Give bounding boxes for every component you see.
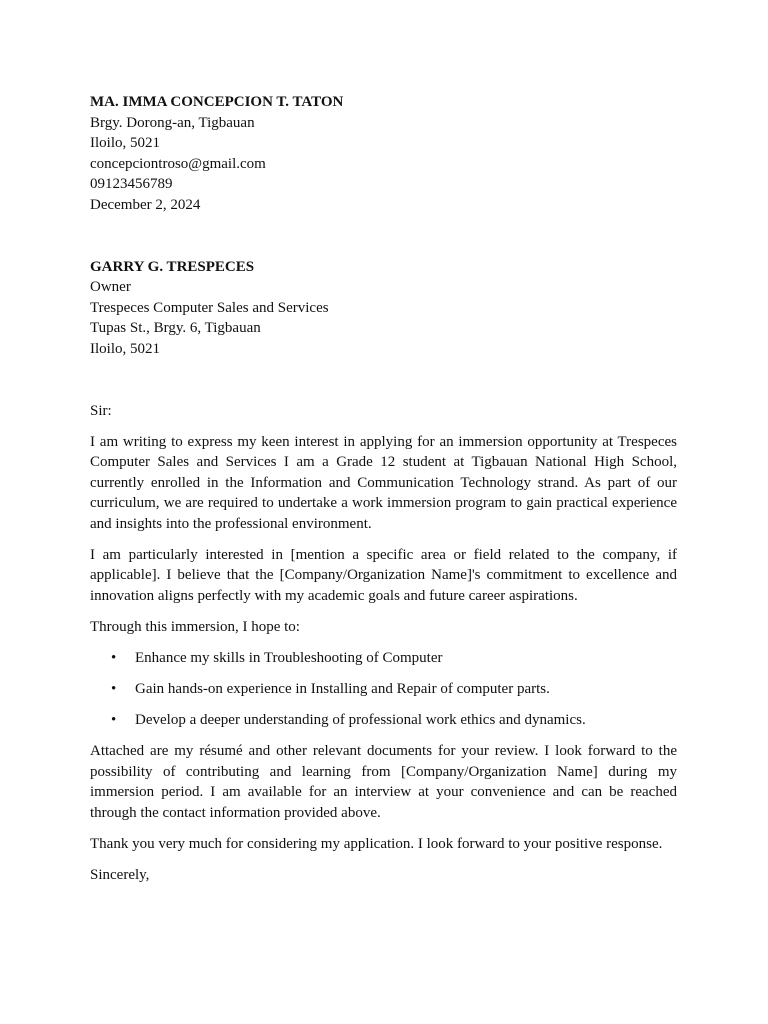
recipient-address-line2: Iloilo, 5021 — [90, 340, 160, 357]
list-item — [111, 679, 677, 700]
bullet-icon: • — [111, 712, 117, 728]
list-item-text: Enhance my skills in Troubleshooting of Computer — [135, 650, 443, 667]
letter-page — [90, 92, 677, 896]
sender-name: MA. IMMA CONCEPCION T. TATON — [90, 94, 344, 110]
recipient-address-line1: Tupas St., Brgy. 6, Tigbauan — [90, 320, 261, 337]
sender-email: concepciontroso@gmail.com — [90, 155, 266, 172]
bullet-icon: • — [111, 650, 117, 667]
sender-phone: 09123456789 — [90, 176, 173, 193]
closing-paragraph: Attached are my résumé and other relevant documents for your review. I look forward to the possibility of contributing and learning from [Company/Organization Name] during my immersion period. I am available for an interview at your convenience and can be reached through the contact information provided above. — [90, 742, 677, 821]
sender-block — [90, 92, 677, 216]
body-paragraph: Through this immersion, I hope to: — [90, 619, 300, 636]
letter-date: December 2, 2024 — [90, 196, 201, 213]
salutation: Sir: — [90, 402, 112, 419]
recipient-block — [90, 257, 677, 360]
list-item-text: Gain hands-on experience in Installing and Repair of computer parts. — [135, 681, 550, 698]
hopes-list — [90, 648, 677, 731]
list-item — [111, 710, 677, 731]
bullet-icon: • — [111, 681, 117, 698]
sender-address-line1: Brgy. Dorong-an, Tigbauan — [90, 114, 255, 131]
recipient-company: Trespeces Computer Sales and Services — [90, 299, 329, 316]
recipient-name: GARRY G. TRESPECES — [90, 258, 255, 275]
recipient-title: Owner — [90, 279, 131, 296]
signoff: Sincerely, — [90, 866, 150, 883]
list-item — [111, 648, 677, 669]
body-paragraph: I am writing to express my keen interest in applying for an immersion opportunity at Trespeces Computer Sales and Services I am a Grade 12 student at Tigbauan National High School, currently enrolled in the Information and Communication Technology strand. As part of our curriculum, we are required to undertake a work immersion program to gain practical experience and insights into the professional environment. — [90, 433, 677, 532]
body-paragraph: I am particularly interested in [mention a specific area or field related to the company, if applicable]. I believe that the [Company/Organization Name]'s commitment to excellence and innovation aligns perfectly with my academic goals and future career aspirations. — [90, 546, 677, 605]
sender-address-line2: Iloilo, 5021 — [90, 135, 160, 152]
list-item-text: Develop a deeper understanding of professional work ethics and dynamics. — [135, 712, 586, 728]
closing-paragraph: Thank you very much for considering my application. I look forward to your positive response. — [90, 835, 663, 852]
